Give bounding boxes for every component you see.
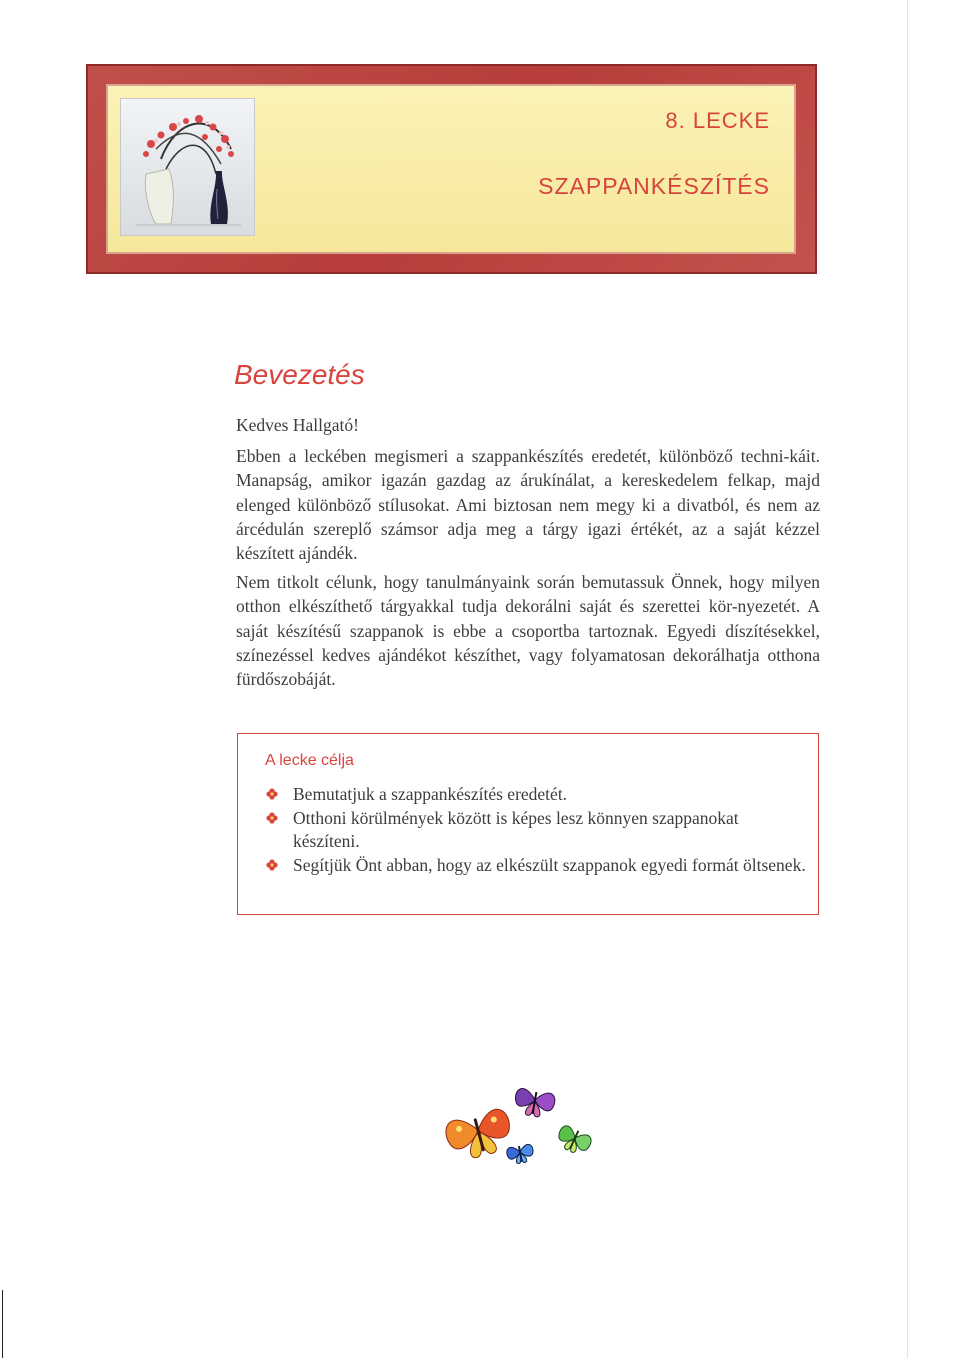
intro-paragraph-1: Ebben a leckében megismeri a szappankészítés eredetét, különböző techni-káit. Manapság, amikor igazán gazdag az árukínálat, a kereskedelem felkap, majd elenged különböző stílusokat. Ami biztosan nem megy ki a divatból, és nem az árcédulán szereplő számsor adja meg a tárgy igazi értékét, az a saját kézzel készített ajándék.	[236, 446, 820, 564]
scan-corner-mark	[2, 1290, 3, 1358]
section-heading-intro: Bevezetés	[234, 359, 365, 390]
flower-bullet-icon	[266, 812, 278, 824]
greeting-text: Kedves Hallgató!	[236, 415, 359, 435]
goal-item	[266, 807, 806, 854]
lesson-title: SZAPPANKÉSZÍTÉS	[538, 173, 770, 199]
intro-paragraph-2: Nem titkolt célunk, hogy tanulmányaink során bemutassuk Önnek, hogy milyen otthon elkészíthető tárgyakkal tudja dekorálni saját és szerettei kör-nyezetét. A saját készítésű szappanok is ebbe a csoportba tartoznak. Egyedi díszítésekkel, színezéssel kedves ajándékot készíthet, vagy folyamatosan dekorálhatja otthona fürdőszobáját.	[236, 572, 820, 690]
vase-flowers-icon	[120, 98, 255, 236]
goal-item-text: Segítjük Önt abban, hogy az elkészült szappanok egyedi formát öltsenek.	[293, 854, 806, 875]
goal-item	[266, 783, 806, 807]
lesson-number: 8. LECKE	[665, 108, 770, 133]
lesson-goals-title: A lecke célja	[265, 752, 354, 769]
scan-edge-line	[907, 0, 908, 1358]
flower-bullet-icon	[266, 788, 278, 800]
goal-item-text: Otthoni körülmények között is képes lesz könnyen szappanokat készíteni.	[293, 807, 739, 851]
butterflies-icon	[440, 1080, 600, 1180]
goal-item-text: Bemutatjuk a szappankészítés eredetét.	[293, 784, 568, 804]
goal-item	[266, 854, 806, 878]
lesson-goals-list	[266, 783, 806, 877]
flower-bullet-icon	[266, 859, 278, 871]
